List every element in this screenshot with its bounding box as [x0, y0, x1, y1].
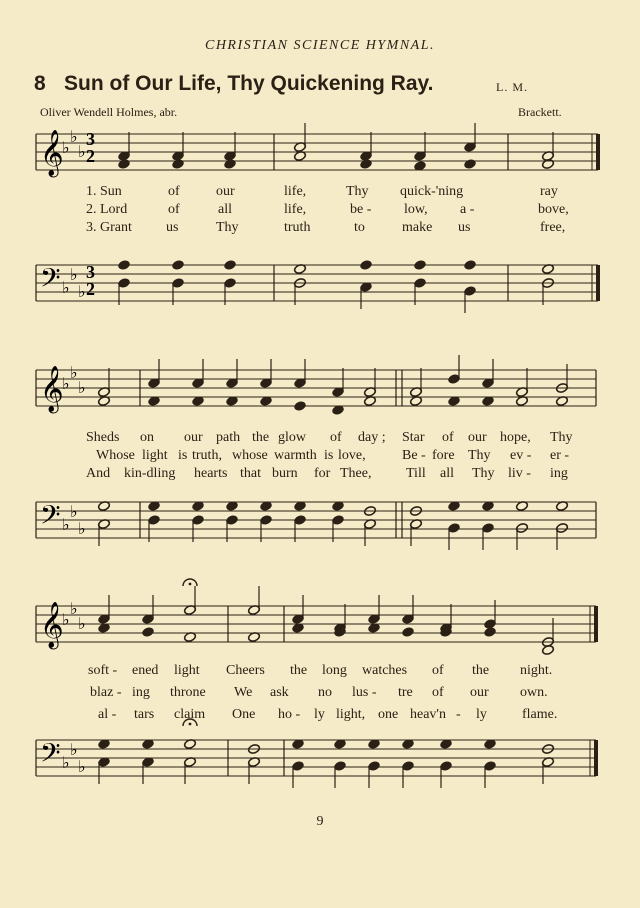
flat-icon: ♭	[70, 740, 78, 759]
fermata-dot	[189, 723, 192, 726]
lyric-word: 3. Grant	[86, 220, 132, 235]
lyric-word: watches	[362, 663, 408, 678]
lyric-word: -	[456, 707, 461, 722]
hymn-title: Sun of Our Life, Thy Quickening Ray.	[64, 72, 434, 95]
lyric-word: Thy	[346, 184, 369, 199]
note-head	[172, 159, 185, 170]
lyric-word: the	[252, 430, 270, 445]
lyric-word: al -	[98, 707, 117, 722]
lyric-word: is	[178, 448, 188, 463]
lyric-word: of	[168, 202, 180, 217]
lyric-word: one	[378, 707, 399, 722]
fermata-dot	[189, 583, 192, 586]
lyric-word: our	[184, 430, 203, 445]
lyric-word: of	[330, 430, 342, 445]
flat-icon: ♭	[78, 142, 86, 161]
lyric-word: no	[318, 685, 332, 700]
flat-icon: ♭	[62, 753, 70, 772]
flat-icon: ♭	[78, 614, 86, 633]
lyric-word: Thy	[472, 466, 495, 481]
lyric-word: of	[432, 663, 444, 678]
lyric-word: of	[432, 685, 444, 700]
lyric-word: soft -	[88, 663, 118, 678]
lyric-word: lus -	[352, 685, 377, 700]
flat-icon: ♭	[78, 757, 86, 776]
lyric-word: of	[442, 430, 454, 445]
note-head	[118, 260, 131, 271]
lyric-word: free,	[540, 220, 566, 235]
flat-icon: ♭	[70, 127, 78, 146]
lyric-word: all	[440, 466, 454, 481]
lyric-word: path	[216, 430, 241, 445]
lyric-word: 2. Lord	[86, 202, 128, 217]
lyric-word: ened	[132, 663, 159, 678]
note-head	[142, 627, 155, 638]
lyric-word: glow	[278, 430, 306, 445]
lyric-word: truth,	[192, 448, 222, 463]
lyric-word: ing	[550, 466, 568, 481]
flat-icon: ♭	[62, 610, 70, 629]
lyric-word: our	[216, 184, 235, 199]
flat-icon: ♭	[70, 599, 78, 618]
bass-clef-icon: 𝄢	[40, 737, 61, 775]
treble-clef-icon: 𝄞	[40, 130, 64, 176]
note-head	[542, 159, 555, 170]
flat-icon: ♭	[62, 374, 70, 393]
lyric-word: truth	[284, 220, 311, 235]
lyric-word: day ;	[358, 430, 386, 445]
note-head	[360, 159, 373, 170]
lyric-word: Thy	[550, 430, 573, 445]
lyric-word: ing	[132, 685, 150, 700]
note-head	[464, 260, 477, 271]
treble-clef-icon: 𝄞	[40, 366, 64, 412]
lyric-word: We	[234, 685, 253, 700]
flat-icon: ♭	[70, 265, 78, 284]
lyric-word: One	[232, 707, 256, 722]
note-head	[360, 260, 373, 271]
lyric-word: bove,	[538, 202, 569, 217]
lyric-word: life,	[284, 184, 307, 199]
lyric-word: the	[290, 663, 308, 678]
hymn-meter: L. M.	[496, 80, 528, 94]
time-signature-bottom-treble: 2	[86, 146, 95, 166]
lyric-word: hearts	[194, 466, 228, 481]
lyric-word: light	[142, 448, 168, 463]
lyric-word: us	[166, 220, 179, 235]
lyric-word: er -	[550, 448, 570, 463]
lyric-word: ray	[540, 184, 558, 199]
flat-icon: ♭	[62, 515, 70, 534]
lyric-word: Cheers	[226, 663, 265, 678]
note-head	[172, 260, 185, 271]
lyric-word: And	[86, 466, 111, 481]
lyric-word: Be -	[402, 448, 426, 463]
lyric-word: is	[324, 448, 334, 463]
lyric-word: night.	[520, 663, 553, 678]
lyric-word: low,	[404, 202, 428, 217]
hymn-author: Oliver Wendell Holmes, abr.	[40, 105, 178, 119]
lyric-word: Sheds	[86, 430, 120, 445]
lyric-word: love,	[338, 448, 366, 463]
hymn-composer: Brackett.	[518, 105, 562, 119]
lyric-word: the	[472, 663, 490, 678]
lyric-word: kin-dling	[124, 466, 176, 481]
note-head	[414, 260, 427, 271]
flat-icon: ♭	[70, 502, 78, 521]
lyric-word: whose	[232, 448, 268, 463]
lyric-word: quick-'ning	[400, 184, 464, 199]
lyric-word: Thee,	[340, 466, 372, 481]
lyric-word: liv -	[508, 466, 531, 481]
lyric-word: ho -	[278, 707, 301, 722]
lyric-word: light	[174, 663, 200, 678]
lyric-word: our	[470, 685, 489, 700]
bass-clef-icon: 𝄢	[40, 499, 61, 537]
lyric-word: ly	[476, 707, 487, 722]
lyric-word: ly	[314, 707, 325, 722]
lyric-word: Thy	[216, 220, 239, 235]
lyric-word: warmth	[274, 448, 317, 463]
time-signature-bottom-bass: 2	[86, 279, 95, 299]
lyric-word: Whose	[96, 448, 135, 463]
lyric-word: be -	[350, 202, 372, 217]
flat-icon: ♭	[62, 138, 70, 157]
lyric-word: long	[322, 663, 347, 678]
note-head	[118, 159, 131, 170]
running-head: CHRISTIAN SCIENCE HYMNAL.	[204, 38, 435, 53]
time-signature-top-bass: 3	[86, 262, 95, 282]
note-head	[402, 627, 415, 638]
page-number: 9	[316, 814, 324, 829]
note-head	[464, 159, 477, 170]
lyric-word: our	[468, 430, 487, 445]
flat-icon: ♭	[78, 519, 86, 538]
lyric-word: a -	[460, 202, 475, 217]
lyric-word: blaz -	[90, 685, 122, 700]
lyric-word: that	[240, 466, 261, 481]
lyric-word: for	[314, 466, 331, 481]
lyric-word: all	[218, 202, 232, 217]
lyric-word: ask	[270, 685, 289, 700]
lyric-word: make	[402, 220, 433, 235]
lyric-word: burn	[272, 466, 298, 481]
lyric-word: light,	[336, 707, 366, 722]
flat-icon: ♭	[78, 378, 86, 397]
lyric-word: of	[168, 184, 180, 199]
note-head	[224, 260, 237, 271]
lyric-word: tars	[134, 707, 155, 722]
note-head	[484, 627, 497, 638]
note-head	[224, 159, 237, 170]
flat-icon: ♭	[62, 278, 70, 297]
lyric-word: on	[140, 430, 154, 445]
lyric-word: Star	[402, 430, 425, 445]
lyric-word: Thy	[468, 448, 491, 463]
lyric-word: to	[354, 220, 365, 235]
lyric-word: heav'n	[410, 707, 446, 722]
lyric-word: hope,	[500, 430, 531, 445]
lyric-word: us	[458, 220, 471, 235]
flat-icon: ♭	[78, 282, 86, 301]
hymn-number: 8	[34, 72, 46, 95]
lyric-word: flame.	[522, 707, 558, 722]
note-head	[542, 645, 555, 656]
treble-clef-icon: 𝄞	[40, 602, 64, 648]
flat-icon: ♭	[70, 363, 78, 382]
lyric-word: life,	[284, 202, 307, 217]
lyric-word: own.	[520, 685, 548, 700]
lyric-word: 1. Sun	[86, 184, 122, 199]
lyric-word: claim	[174, 707, 206, 722]
lyric-word: ev -	[510, 448, 532, 463]
bass-clef-icon: 𝄢	[40, 262, 61, 300]
lyric-word: Till	[406, 466, 426, 481]
lyric-word: throne	[170, 685, 206, 700]
time-signature-top-treble: 3	[86, 129, 95, 149]
lyric-word: tre	[398, 685, 413, 700]
lyric-word: fore	[432, 448, 455, 463]
note-head	[294, 401, 307, 412]
